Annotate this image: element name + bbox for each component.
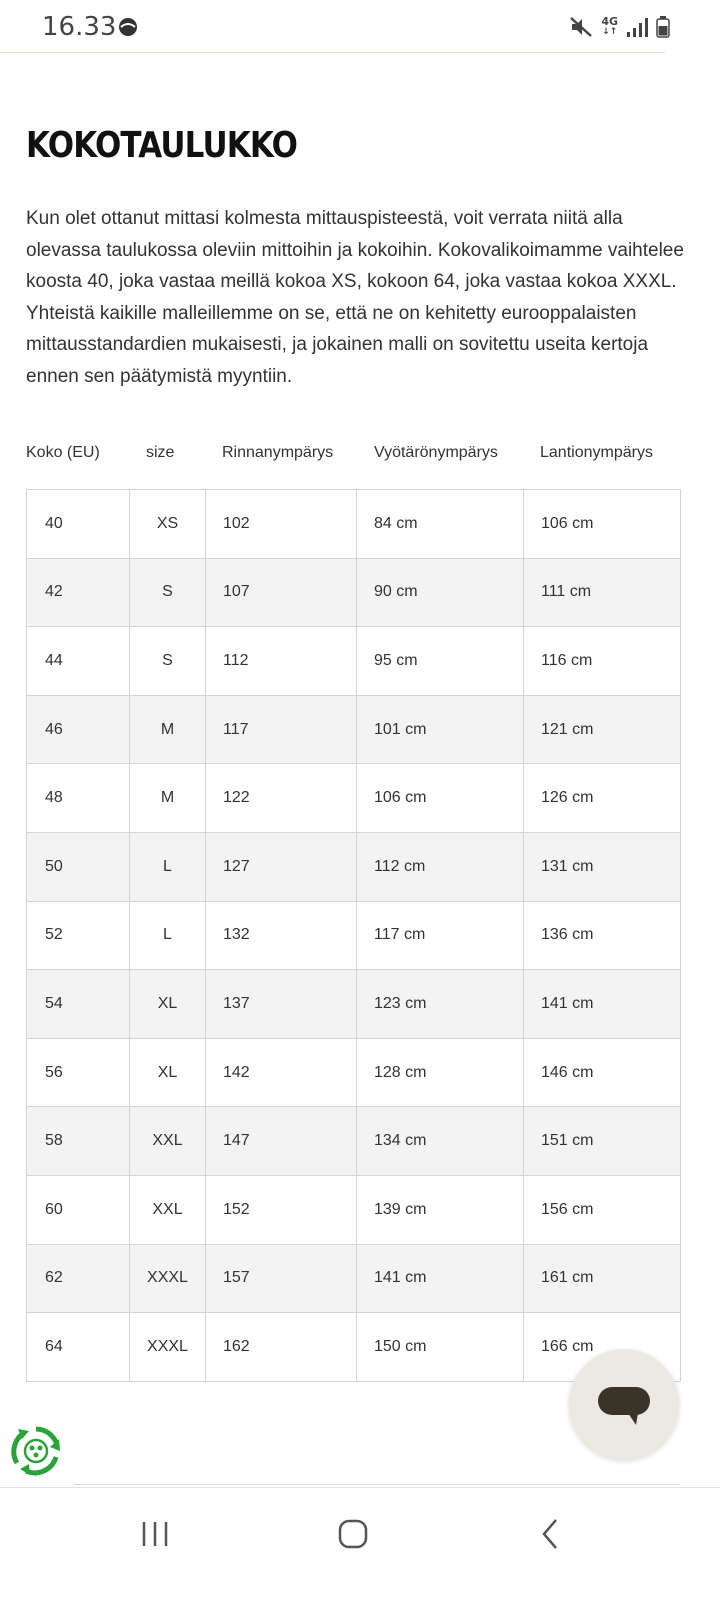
hip-cell: 106 cm <box>524 490 681 559</box>
size-cell: XXXL <box>130 1244 206 1313</box>
eu-size-cell: 60 <box>27 1175 130 1244</box>
size-cell: XXL <box>130 1107 206 1176</box>
chat-bubble-icon <box>596 1385 652 1429</box>
header-chest: Rinnanympärys <box>222 444 334 461</box>
chest-cell: 107 <box>206 558 357 627</box>
recent-apps-icon[interactable] <box>126 1514 186 1554</box>
table-row <box>27 695 681 764</box>
chat-button[interactable] <box>569 1349 679 1459</box>
home-icon[interactable] <box>322 1514 382 1554</box>
status-divider <box>0 52 666 53</box>
chest-cell: 142 <box>206 1038 357 1107</box>
waist-cell: 150 cm <box>357 1313 524 1382</box>
size-cell: S <box>130 627 206 696</box>
size-cell: XL <box>130 1038 206 1107</box>
size-table <box>26 489 681 1382</box>
size-cell: XS <box>130 490 206 559</box>
eu-size-cell: 64 <box>27 1313 130 1382</box>
chest-cell: 102 <box>206 490 357 559</box>
chest-cell: 112 <box>206 627 357 696</box>
footer-divider <box>74 1484 680 1485</box>
waist-cell: 90 cm <box>357 558 524 627</box>
hip-cell: 111 cm <box>524 558 681 627</box>
hip-cell: 166 cm <box>524 1313 681 1382</box>
waist-cell: 84 cm <box>357 490 524 559</box>
table-row <box>27 627 681 696</box>
mute-icon <box>569 16 593 38</box>
waist-cell: 139 cm <box>357 1175 524 1244</box>
hip-cell: 141 cm <box>524 970 681 1039</box>
page-title: KOKOTAULUKKO <box>26 125 298 166</box>
waist-cell: 117 cm <box>357 901 524 970</box>
hip-cell: 161 cm <box>524 1244 681 1313</box>
table-row <box>27 901 681 970</box>
size-cell: S <box>130 558 206 627</box>
eu-size-cell: 54 <box>27 970 130 1039</box>
chest-cell: 122 <box>206 764 357 833</box>
hip-cell: 116 cm <box>524 627 681 696</box>
recycle-icon[interactable] <box>10 1425 62 1477</box>
header-waist: Vyötärönympärys <box>374 444 498 461</box>
eu-size-cell: 42 <box>27 558 130 627</box>
size-cell: M <box>130 764 206 833</box>
waist-cell: 106 cm <box>357 764 524 833</box>
waist-cell: 101 cm <box>357 695 524 764</box>
hip-cell: 121 cm <box>524 695 681 764</box>
table-row <box>27 970 681 1039</box>
back-icon[interactable] <box>520 1514 580 1554</box>
eu-size-cell: 50 <box>27 832 130 901</box>
chest-cell: 157 <box>206 1244 357 1313</box>
hip-cell: 131 cm <box>524 832 681 901</box>
eu-size-cell: 58 <box>27 1107 130 1176</box>
battery-icon <box>656 16 670 38</box>
eu-size-cell: 46 <box>27 695 130 764</box>
signal-icon <box>626 16 648 38</box>
waist-cell: 141 cm <box>357 1244 524 1313</box>
chest-cell: 117 <box>206 695 357 764</box>
header-eu-size: Koko (EU) <box>26 444 100 461</box>
eu-size-cell: 62 <box>27 1244 130 1313</box>
waist-cell: 123 cm <box>357 970 524 1039</box>
table-row <box>27 1038 681 1107</box>
size-cell: XXXL <box>130 1313 206 1382</box>
hip-cell: 126 cm <box>524 764 681 833</box>
waist-cell: 134 cm <box>357 1107 524 1176</box>
waist-cell: 112 cm <box>357 832 524 901</box>
eu-size-cell: 56 <box>27 1038 130 1107</box>
size-cell: L <box>130 901 206 970</box>
waist-cell: 128 cm <box>357 1038 524 1107</box>
hip-cell: 156 cm <box>524 1175 681 1244</box>
size-cell: XXL <box>130 1175 206 1244</box>
table-header <box>26 444 680 468</box>
eu-size-cell: 44 <box>27 627 130 696</box>
hip-cell: 151 cm <box>524 1107 681 1176</box>
hip-cell: 136 cm <box>524 901 681 970</box>
size-cell: XL <box>130 970 206 1039</box>
circle-half-icon <box>118 17 138 37</box>
table-row <box>27 764 681 833</box>
eu-size-cell: 52 <box>27 901 130 970</box>
table-row <box>27 1175 681 1244</box>
table-row <box>27 558 681 627</box>
header-size: size <box>146 444 175 461</box>
table-row <box>27 832 681 901</box>
network-type: 4G ↓↑ <box>601 15 618 37</box>
status-bar <box>0 0 720 54</box>
chest-cell: 152 <box>206 1175 357 1244</box>
table-row <box>27 1244 681 1313</box>
status-time: 16.33 <box>42 12 117 42</box>
intro-text: Kun olet ottanut mittasi kolmesta mittauspisteestä, voit verrata niitä alla olevassa taulukossa oleviin mittoihin ja kokoihin. Kokovalikoimamme vaihtelee koosta 40, joka vastaa meillä kokoa XS, kokoon 64, joka vastaa kokoa XXXL. Yhteistä kaikille malleillemme on se, että ne on kehitetty eurooppalaisten mittausstandardien mukaisesti, ja jokainen malli on sovitettu useita kertoja ennen sen päätymistä myyntiin. <box>26 208 684 387</box>
hip-cell: 146 cm <box>524 1038 681 1107</box>
chest-cell: 162 <box>206 1313 357 1382</box>
header-hip: Lantionympärys <box>540 444 653 461</box>
size-cell: L <box>130 832 206 901</box>
waist-cell: 95 cm <box>357 627 524 696</box>
chest-cell: 147 <box>206 1107 357 1176</box>
chest-cell: 137 <box>206 970 357 1039</box>
table-row <box>27 490 681 559</box>
chest-cell: 132 <box>206 901 357 970</box>
eu-size-cell: 48 <box>27 764 130 833</box>
status-icons <box>569 14 670 40</box>
table-row <box>27 1107 681 1176</box>
eu-size-cell: 40 <box>27 490 130 559</box>
chest-cell: 127 <box>206 832 357 901</box>
navigation-bar <box>0 1487 720 1601</box>
size-cell: M <box>130 695 206 764</box>
